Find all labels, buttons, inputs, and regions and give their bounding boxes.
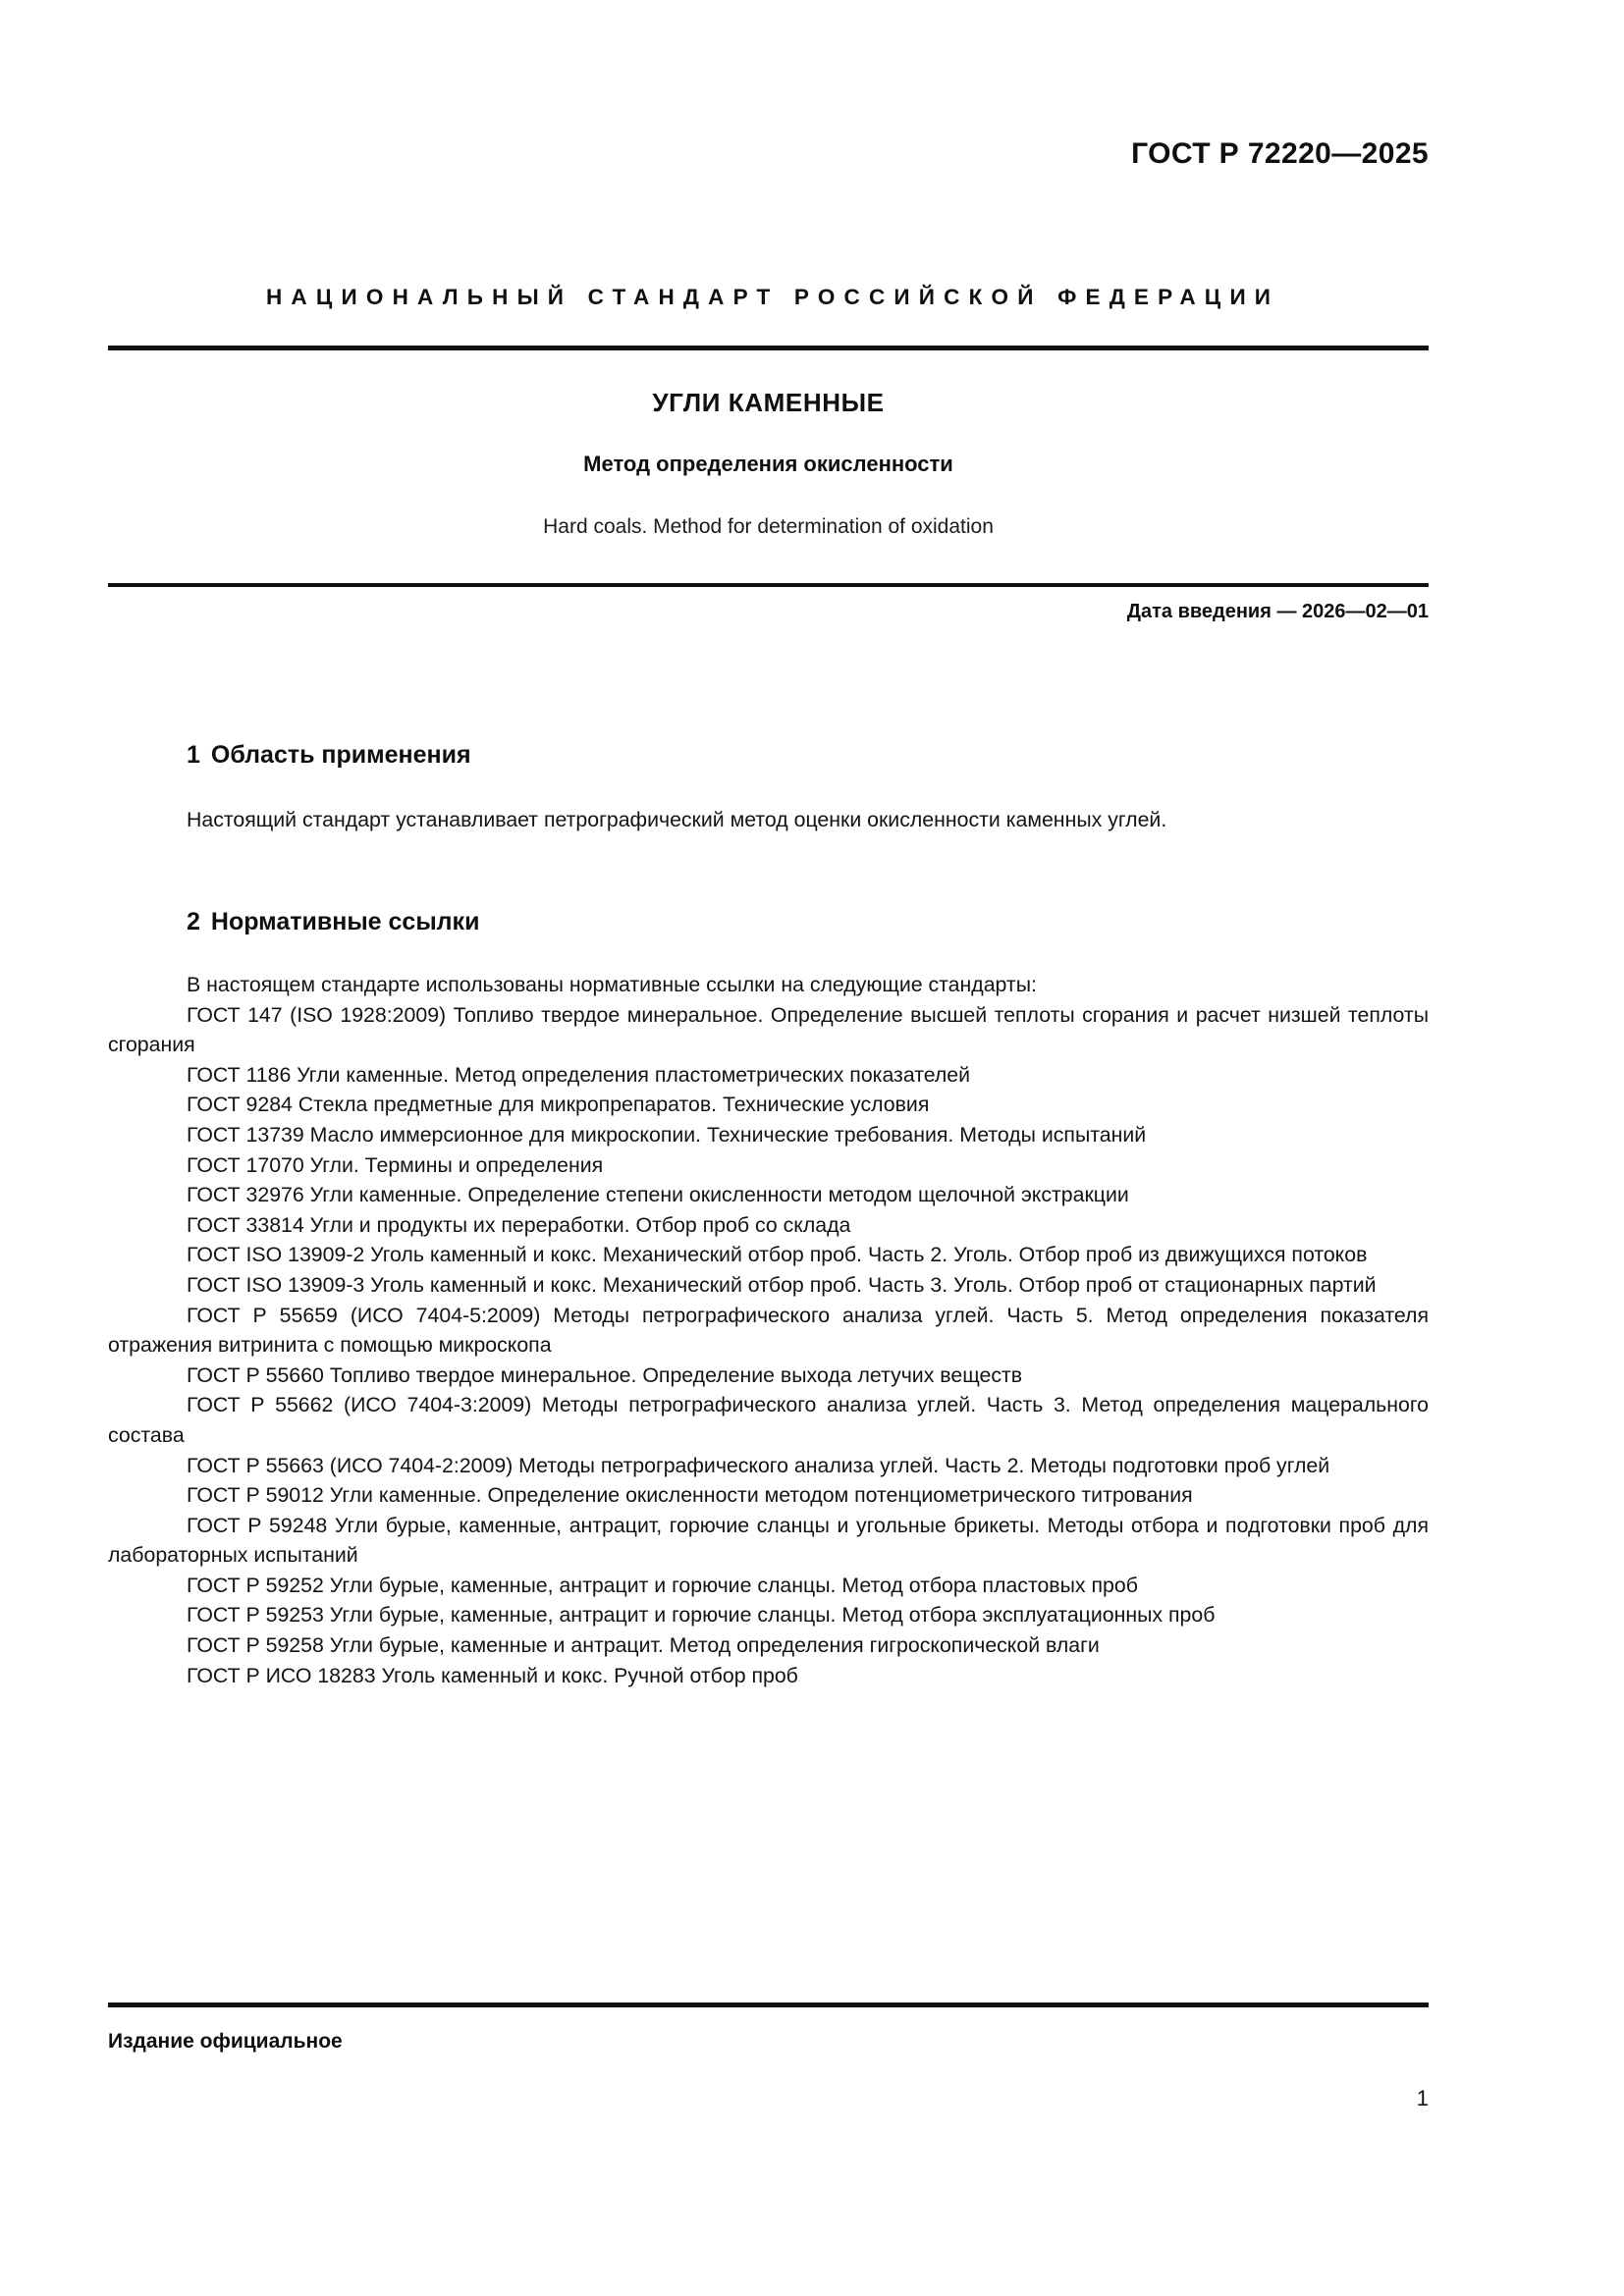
reference-item: ГОСТ 147 (ISO 1928:2009) Топливо твердое минеральное. Определение высшей теплоты сгорания и расчет низшей теплоты сгорания [108,1002,1429,1057]
reference-item: ГОСТ Р 55660 Топливо твердое минеральное. Определение выхода летучих веществ [187,1362,1023,1387]
paragraph: В настоящем стандарте использованы нормативные ссылки на следующие стандарты: [187,973,1037,996]
reference-item: ГОСТ Р 59253 Угли бурые, каменные, антрацит и горючие сланцы. Метод отбора эксплуатационных проб [187,1603,1216,1628]
reference-item: ГОСТ Р 55662 (ИСО 7404-3:2009) Методы петрографического анализа углей. Часть 3. Метод определения мацерального состава [108,1393,1429,1447]
section-body-2 [108,970,1429,1690]
reference-item: ГОСТ Р 55659 (ИСО 7404-5:2009) Методы петрографического анализа углей. Часть 5. Метод определения показателя отражения витринита с помощью микроскопа [108,1303,1429,1358]
reference-item: ГОСТ ISO 13909-2 Уголь каменный и кокс. Механический отбор проб. Часть 2. Уголь. Отбор проб из движущихся потоков [187,1243,1368,1267]
edition-note: Издание официальное [108,2030,343,2053]
section-heading-1 [108,741,1507,770]
reference-item: ГОСТ Р 55663 (ИСО 7404-2:2009) Методы петрографического анализа углей. Часть 2. Методы подготовки проб углей [187,1453,1330,1477]
reference-item: ГОСТ 13739 Масло иммерсионное для микроскопии. Технические требования. Методы испытаний [187,1122,1147,1147]
reference-item: ГОСТ Р 59252 Угли бурые, каменные, антрацит и горючие сланцы. Метод отбора пластовых проб [187,1573,1138,1597]
paragraph: Настоящий стандарт устанавливает петрографический метод оценки окисленности каменных углей. [187,808,1167,831]
rule-top [108,346,1429,350]
standard-type-line: НАЦИОНАЛЬНЫЙ СТАНДАРТ РОССИЙСКОЙ ФЕДЕРАЦИИ [265,285,1280,309]
reference-item: ГОСТ 32976 Угли каменные. Определение степени окисленности методом щелочной экстракции [187,1183,1129,1207]
reference-item: ГОСТ Р 59012 Угли каменные. Определение окисленности методом потенциометрического титрования [187,1483,1193,1508]
section-number-2: 2 [187,908,200,935]
section-title-2: Нормативные ссылки [210,908,480,935]
page-subtitle: Метод определения окисленности [583,452,953,476]
section-number-1: 1 [187,741,200,769]
reference-item: ГОСТ 33814 Угли и продукты их переработки. Отбор проб со склада [187,1212,851,1237]
page-number: 1 [1416,2086,1429,2110]
document-code: ГОСТ Р 72220—2025 [1131,137,1429,170]
rule-title-bottom [108,583,1429,587]
section-body-1 [108,805,1429,835]
introduction-date: Дата введения — 2026—02—01 [1126,601,1429,622]
reference-item: ГОСТ 9284 Стекла предметные для микропрепаратов. Технические условия [187,1093,930,1117]
page-title-english: Hard coals. Method for determination of oxidation [543,515,994,538]
reference-item: ГОСТ Р 59248 Угли бурые, каменные, антрацит, горючие сланцы и угольные брикеты. Методы отбора и подготовки проб для лабораторных испытаний [108,1513,1429,1568]
section-heading-2 [108,908,1507,936]
reference-item: ГОСТ ISO 13909-3 Уголь каменный и кокс. Механический отбор проб. Часть 3. Уголь. Отбор проб от стационарных партий [187,1272,1377,1297]
reference-item: ГОСТ Р ИСО 18283 Уголь каменный и кокс. Ручной отбор проб [187,1663,798,1687]
reference-item: ГОСТ 1186 Угли каменные. Метод определения пластометрических показателей [187,1062,971,1087]
rule-footer [108,2002,1429,2007]
section-title-1: Область применения [210,741,471,769]
reference-item: ГОСТ Р 59258 Угли бурые, каменные и антрацит. Метод определения гигроскопической влаги [187,1633,1100,1658]
reference-item: ГОСТ 17070 Угли. Термины и определения [187,1152,604,1177]
page-title: УГЛИ КАМЕННЫЕ [652,388,885,417]
